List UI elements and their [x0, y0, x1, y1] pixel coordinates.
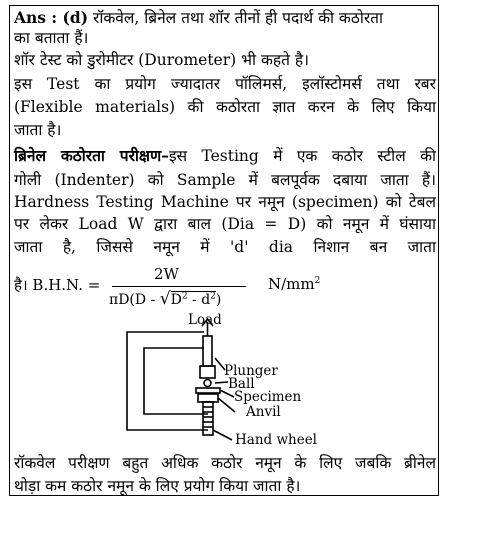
frame-inner [144, 348, 208, 414]
line-4: इस Test का प्रयोग ज्यादातर पॉलिमर्स, इलॉस्टोमर्स तथा रबर [14, 75, 436, 93]
line-11: जाता है, जिससे नमून में 'd' dia निशान बन जाता [14, 238, 436, 256]
label-anvil: Anvil [246, 404, 281, 420]
label-ball: Ball [228, 376, 255, 392]
footer-line-2: थोड़ा कम कठोर नमून के लिए प्रयोग किया जाता है। [14, 477, 301, 495]
specimen-block [196, 388, 220, 393]
formula-denominator: $\pi D(D - √D^2 - d^2)$ [109, 289, 222, 309]
line-7: ब्रिनेल कठोरता परीक्षण–इस Testing में एक कठोर स्टील की [14, 146, 436, 165]
formula-prefix: है। B.H.N. = [14, 276, 101, 294]
label-hand-wheel: Hand wheel [235, 432, 317, 448]
anvil-block [198, 394, 218, 402]
label-specimen: Specimen [234, 389, 302, 405]
answer-lead: Ans : (d) [14, 8, 89, 27]
section-heading: ब्रिनेल कठोरता परीक्षण– [14, 146, 170, 165]
sqrt-icon: √ [159, 289, 171, 309]
line-3: शॉर टेस्ट को डुरोमीटर (Durometer) भी कहते है। [14, 51, 309, 69]
line-9: Hardness Testing Machine पर नमून (specimen) को टेबल [14, 193, 436, 211]
line-6: जाता है। [14, 121, 62, 139]
footer-line-1: रॉकवेल परीक्षण बहुत अधिक कठोर नमून के लिए जबकि ब्रीनेल [14, 454, 436, 472]
formula-numerator: 2W [154, 265, 179, 283]
plunger-column [203, 336, 212, 366]
line-1: Ans : (d) रॉकवेल, ब्रिनेल तथा शॉर तीनों ही पदार्थ की कठोरता [14, 8, 384, 27]
label-load: Load [188, 312, 222, 328]
frame-outer [127, 332, 208, 430]
line-5: (Flexible materials) की कठोरता ज्ञात करन के लिए किया [14, 98, 436, 116]
formula-unit: $N/mm^2$ [268, 275, 321, 293]
line-2: का बताता हैं। [14, 29, 89, 47]
ball-icon [204, 380, 211, 387]
line-8: गोली (Indenter) को Sample में बलपूर्वक दबाया जाता हैं। [14, 171, 436, 189]
plunger-sleeve [200, 366, 215, 378]
line-10: पर लेकर Load W द्वारा बाल (Dia = D) को नमून में घंसाया [14, 215, 436, 233]
label-plunger: Plunger [224, 363, 278, 379]
